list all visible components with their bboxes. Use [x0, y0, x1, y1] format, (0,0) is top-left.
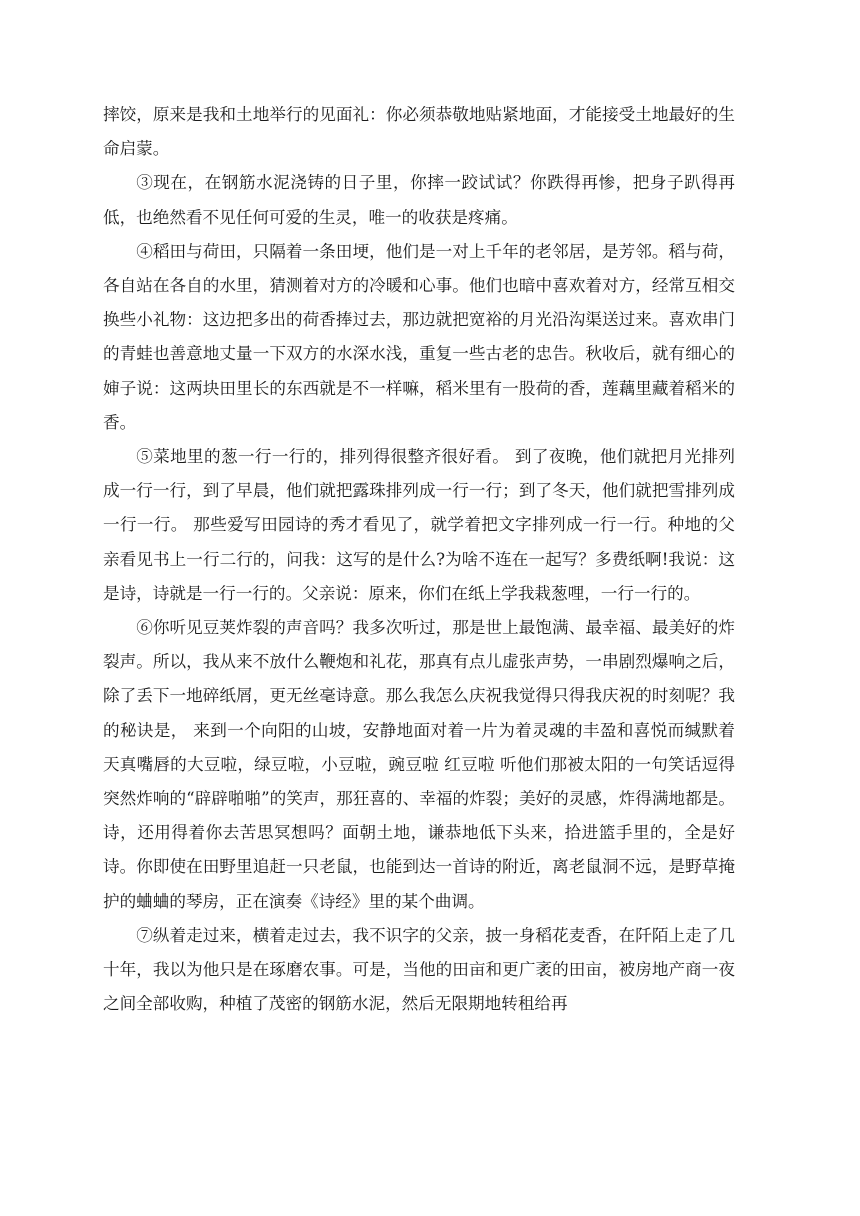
- paragraph-7: ⑦纵着走过来，横着走过去，我不识字的父亲，披一身稻花麦香，在阡陌上走了几十年，我以为他只是在琢磨农事。可是，当他的田亩和更广袤的田亩，被房地产商一夜之间全部收购，种植了茂密的钢筋水泥，然后无限期地转租给再: [103, 925, 735, 1014]
- paragraph-3: ③现在，在钢筋水泥浇铸的日子里，你摔一跤试试？你跌得再惨，把身子趴得再低，也绝然看不见任何可爱的生灵，唯一的收获是疼痛。: [103, 173, 735, 227]
- paragraph-1: 摔饺，原来是我和土地举行的见面礼：你必须恭敬地贴紧地面，才能接受土地最好的生命启蒙。: [103, 105, 735, 159]
- document-body: [103, 98, 735, 1021]
- paragraph-4: ④稻田与荷田，只隔着一条田埂，他们是一对上千年的老邻居，是芳邻。稻与荷，各自站在各自的水里，猜测着对方的冷暖和心事。他们也暗中喜欢着对方，经常互相交换些小礼物：这边把多出的荷香捧过去，那边就把宽裕的月光沿沟渠送过来。喜欢串门的青蛙也善意地丈量一下双方的水深水浅，重复一些古老的忠告。秋收后，就有细心的婶子说：这两块田里长的东西就是不一样嘛，稻米里有一股荷的香，莲藕里藏着稻米的香。: [103, 241, 735, 432]
- paragraph-6: ⑥你听见豆荚炸裂的声音吗？我多次听过，那是世上最饱满、最幸福、最美好的炸裂声。所以，我从来不放什么鞭炮和礼花，那真有点儿虚张声势，一串剧烈爆响之后，除了丢下一地碎纸屑，更无丝毫诗意。那么我怎么庆祝我觉得只得我庆祝的时刻呢？我的秘诀是， 来到一个向阳的山坡，安静地面对着一片为着灵魂的丰盈和喜悦而缄默着天真嘴唇的大豆啦，绿豆啦，小豆啦，豌豆啦 红豆啦 听他们那被太阳的一句笑话逗得突然炸响的“辟辟啪啪”的笑声，那狂喜的、幸福的炸裂；美好的灵感，炸得满地都是。诗，还用得着你去苦思冥想吗？面朝土地，谦恭地低下头来，拾进篮手里的，全是好诗。你即使在田野里追赶一只老鼠，也能到达一首诗的附近，离老鼠洞不远，是野草掩护的蛐蛐的琴房，正在演奏《诗经》里的某个曲调。: [103, 618, 735, 911]
- paragraph-5: ⑤菜地里的葱一行一行的，排列得很整齐很好看。 到了夜晚，他们就把月光排列成一行一行，到了早晨，他们就把露珠排列成一行一行；到了冬天，他们就把雪排列成一行一行。 那些爱写田园诗的秀才看见了，就学着把文字排列成一行一行。种地的父亲看见书上一行二行的，问我：这写的是什么?为啥不连在一起写？多费纸啊!我说：这是诗，诗就是一行一行的。父亲说：原来，你们在纸上学我栽葱哩，一行一行的。: [103, 447, 735, 603]
